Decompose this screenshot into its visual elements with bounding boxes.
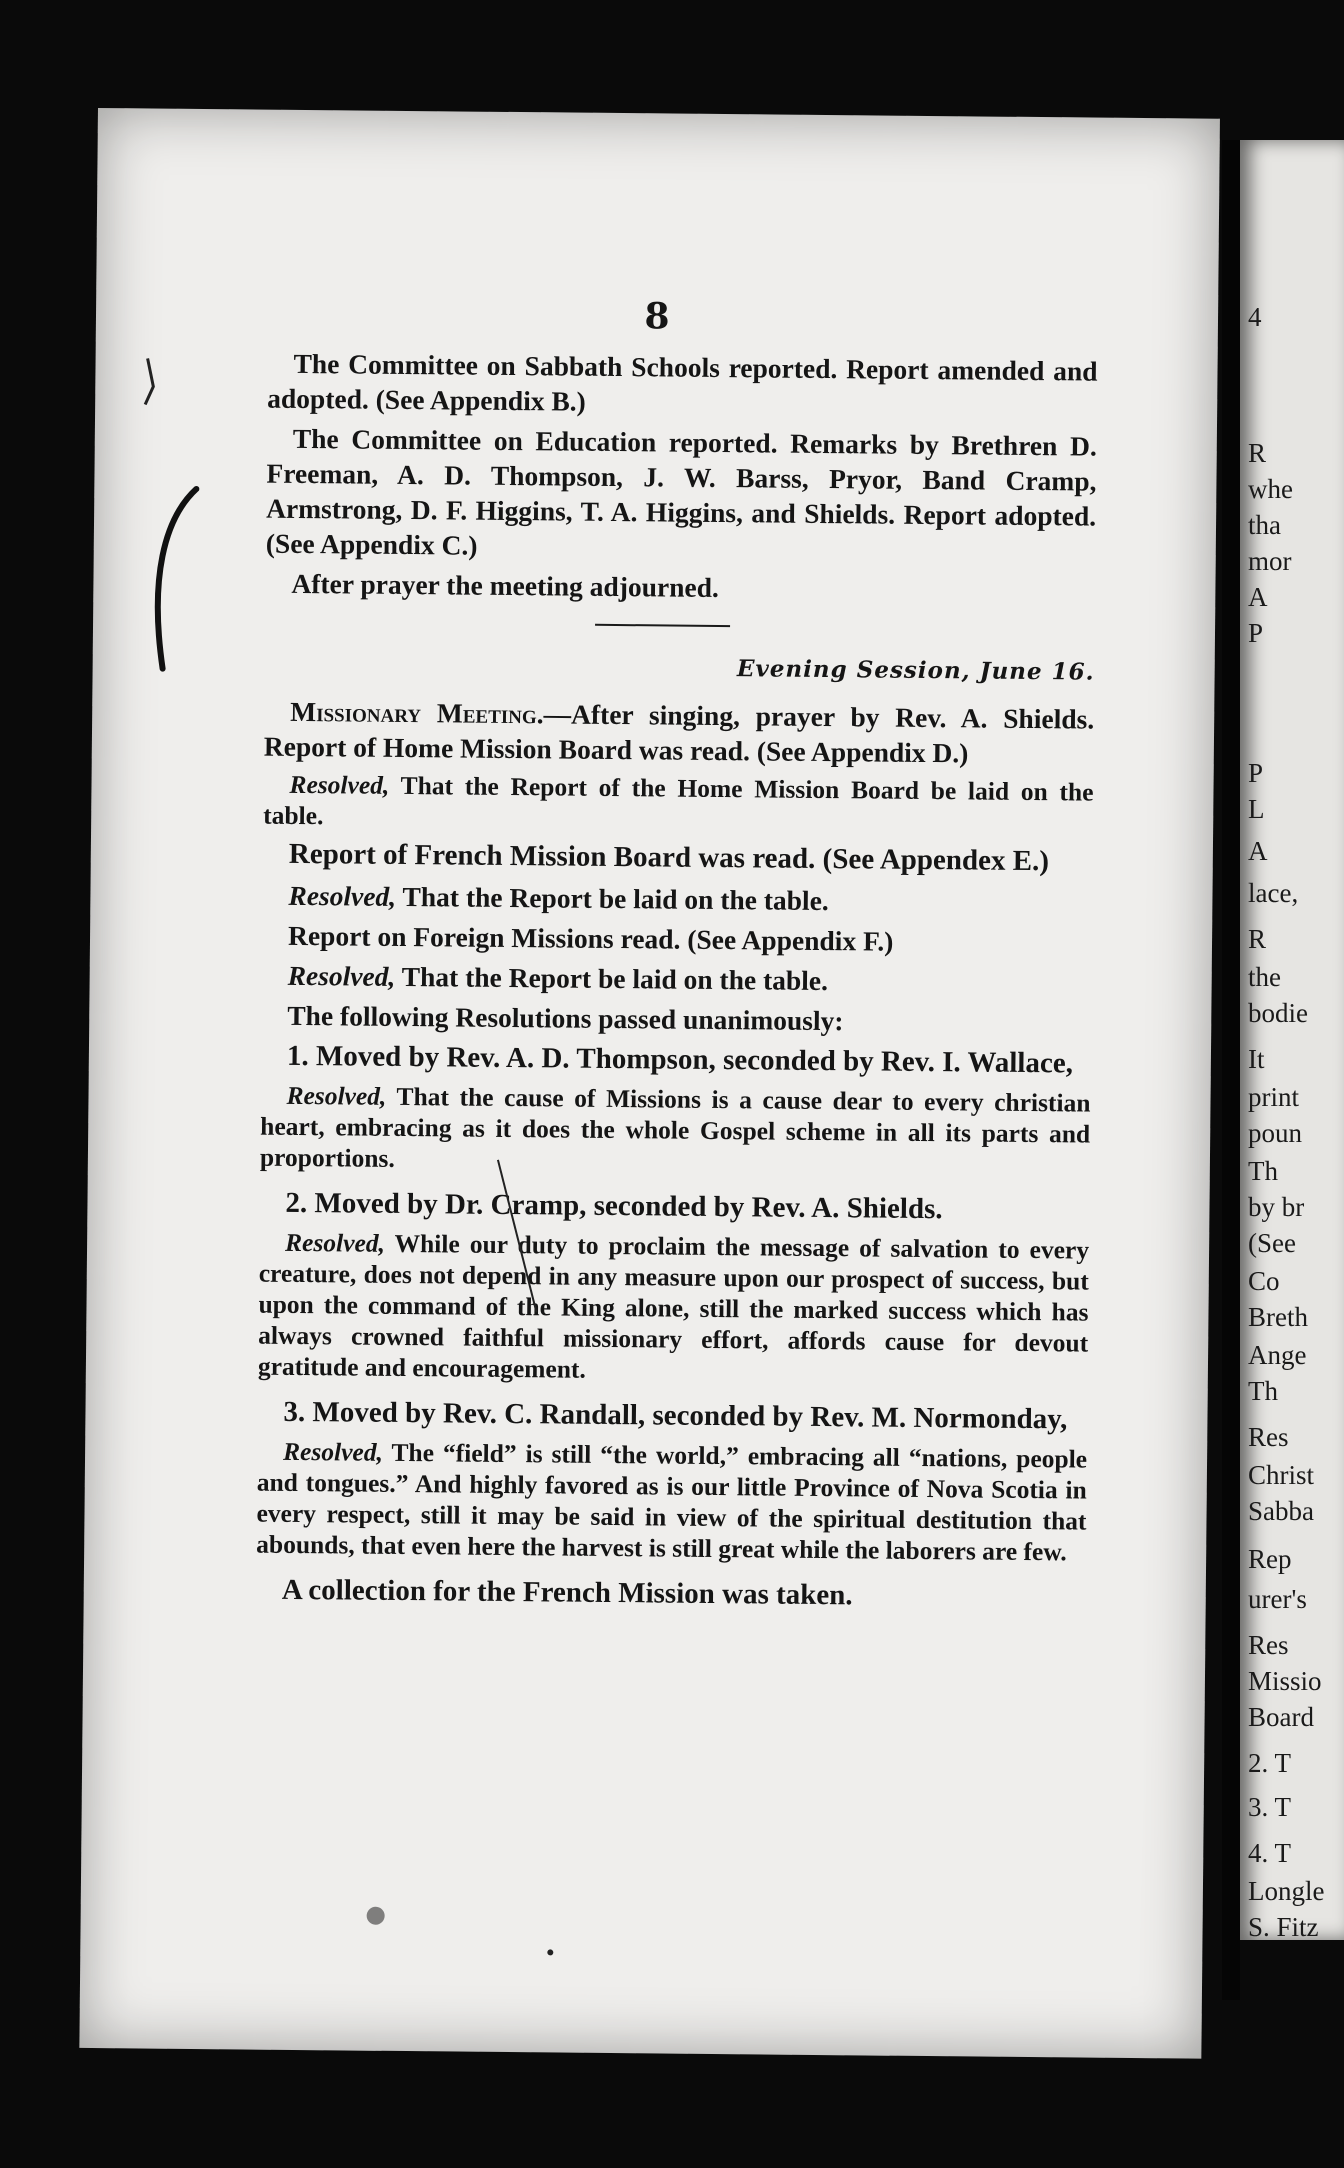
collection-paragraph: A collection for the French Mission was taken. <box>281 1573 853 1612</box>
resolution-text: That the cause of Missions is a cause dear to every christian heart, embracing as it does the whole Gospel scheme in all its parts and proportions. <box>259 1081 1091 1173</box>
facing-page-fragment: A <box>1248 836 1268 866</box>
facing-page-fragment: Sabba <box>1248 1496 1314 1526</box>
missionary-meeting-label: Missionary Meeting. <box>290 695 544 730</box>
facing-page-fragment: Ange <box>1248 1340 1307 1370</box>
resolution-1 <box>260 1080 1091 1181</box>
facing-page-fragment: mor <box>1248 546 1292 576</box>
facing-page-fragment: R <box>1248 438 1267 468</box>
facing-page-fragment: whe <box>1248 474 1293 504</box>
resolved-label: Resolved, <box>288 879 397 912</box>
facing-page-fragment: bodie <box>1248 998 1308 1028</box>
facing-page-fragment: 3. T <box>1248 1792 1292 1822</box>
facing-page-fragment: urer's <box>1248 1584 1307 1614</box>
resolution-home-mission <box>263 769 1094 839</box>
facing-page-fragment: 4. T <box>1248 1838 1292 1868</box>
resolution-3 <box>256 1436 1087 1568</box>
facing-page-fragment: L <box>1248 794 1265 824</box>
facing-page-fragment: It <box>1248 1044 1265 1074</box>
facing-page-fragment: Board <box>1248 1702 1314 1732</box>
facing-page-fragment: Rep <box>1248 1544 1292 1574</box>
missionary-meeting-paragraph <box>264 694 1095 772</box>
facing-page-fragment: 4 <box>1248 302 1262 332</box>
facing-page-fragment: Longle <box>1248 1876 1325 1906</box>
facing-page-fragment: Th <box>1248 1156 1278 1186</box>
resolved-label: Resolved, <box>287 959 396 992</box>
sabbath-schools-paragraph: The Committee on Sabbath Schools reported. Report amended and adopted. (See Appendix B.) <box>267 347 1098 417</box>
resolutions-intro: The following Resolutions passed unanimously: <box>287 999 844 1037</box>
facing-page-fragment: A <box>1248 582 1268 612</box>
document-page <box>79 108 1220 2059</box>
session-heading: Evening Session, June 16. <box>736 655 1095 686</box>
resolution-text: The “field” is still “the world,” embracing all “nations, people and tongues.” And highly favored as is our little Province of Nova Scotia in every respect, still it may be said in view of the spiritual destitution that abounds, that even here the harvest is still great while the laborers are few. <box>256 1437 1088 1567</box>
motion-3: 3. Moved by Rev. C. Randall, seconded by Rev. M. Normonday, <box>283 1395 1068 1436</box>
facing-page-edge <box>1240 140 1344 1940</box>
page-body <box>256 346 1098 1617</box>
resolved-label: Resolved, <box>284 1227 386 1258</box>
facing-page-fragment: Christ <box>1248 1460 1315 1490</box>
facing-page-fragment: poun <box>1248 1118 1302 1148</box>
facing-page-fragment: Res <box>1248 1422 1289 1452</box>
page-number: 8 <box>644 295 670 338</box>
resolution-french-mission <box>262 878 1092 921</box>
resolution-text: That the Report of the Home Mission Board be laid on the table. <box>263 770 1094 831</box>
resolution-text: That the Report be laid on the table. <box>395 880 829 917</box>
resolved-label: Resolved, <box>286 1080 387 1111</box>
facing-page-fragment: P <box>1248 618 1264 648</box>
facing-page-fragment: tha <box>1248 510 1281 540</box>
facing-page-fragment: Res <box>1248 1630 1289 1660</box>
french-mission-paragraph: Report of French Mission Board was read. (See Appendex E.) <box>288 837 1050 878</box>
resolution-2 <box>258 1227 1089 1390</box>
resolved-label: Resolved, <box>282 1436 384 1467</box>
missionary-meeting-text: —After singing, prayer by Rev. A. Shields. Report of Home Mission Board was read. (See Appendix D.) <box>263 698 1095 769</box>
book-gutter <box>1222 140 1240 2000</box>
education-paragraph: The Committee on Education reported. Remarks by Brethren D. Freeman, A. D. Thompson, J. W. Barss, Pryor, Band Cramp, Armstrong, D. F. Higgins, T. A. Higgins, and Shields. Report adopted. (See Appendix C.) <box>265 422 1097 561</box>
facing-page-fragment: 2. T <box>1248 1748 1292 1778</box>
facing-page-fragment: P <box>1248 758 1264 788</box>
facing-page-fragment: Th <box>1248 1376 1278 1406</box>
section-divider <box>595 624 730 627</box>
facing-page-fragment: lace, <box>1248 878 1299 908</box>
foreign-missions-paragraph: Report on Foreign Missions read. (See Appendix F.) <box>287 919 894 957</box>
facing-page-fragment: (See <box>1248 1228 1296 1258</box>
facing-page-fragment: R <box>1248 924 1267 954</box>
facing-page-fragment: the <box>1248 962 1281 992</box>
facing-page-fragment: Breth <box>1248 1302 1308 1332</box>
facing-page-fragment: print <box>1248 1082 1299 1112</box>
resolution-foreign-missions <box>262 958 1092 1001</box>
resolved-label: Resolved, <box>289 769 390 800</box>
facing-page-fragment: Co <box>1248 1266 1280 1296</box>
motion-1: 1. Moved by Rev. A. D. Thompson, seconded by Rev. I. Wallace, <box>286 1039 1074 1080</box>
facing-page-fragment: Missio <box>1248 1666 1322 1696</box>
facing-page-fragment: by br <box>1248 1192 1305 1222</box>
resolution-text: That the Report be laid on the table. <box>395 960 829 997</box>
motion-2: 2. Moved by Dr. Cramp, seconded by Rev. A. Shields. <box>285 1186 943 1226</box>
adjourned-paragraph: After prayer the meeting adjourned. <box>291 567 720 603</box>
resolution-text: While our duty to proclaim the message of salvation to every creature, does not depend in any measure upon our prospect of success, but upon the command of the King alone, still the marked success which has always crowned faithful missionary effort, affords cause for devout gratitude and encouragement. <box>257 1228 1090 1384</box>
facing-page-fragment: S. Fitz <box>1248 1912 1319 1940</box>
